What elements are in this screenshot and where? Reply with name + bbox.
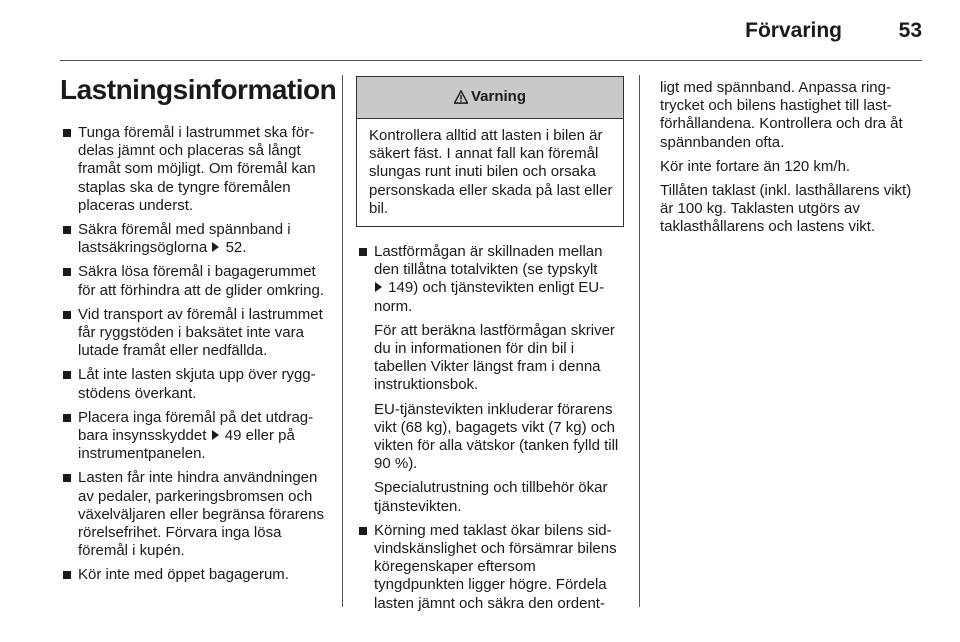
list-item: Körning med taklast ökar bilens sidvindskänslighet och försämrar bilens köregenskaper eftersom tyngdpunkten ligger högre. Fördela lasten jämnt och säkra den ordent- — [356, 522, 624, 613]
loading-instructions-list — [60, 124, 328, 585]
list-item: Placera inga föremål på det utdragbara insynsskyddet 49 eller på instrumentpanelen. — [60, 409, 328, 464]
list-item: Säkra föremål med spännband i lastsäkringsöglorna 52. — [60, 221, 328, 257]
page-reference[interactable]: 52 — [225, 239, 243, 257]
paragraph: Specialutrustning och tillbehör ökar tjänstevikten. — [374, 479, 608, 515]
chapter-title: Förvaring — [745, 19, 842, 42]
page-number: 53 — [898, 19, 922, 42]
column-divider-2 — [639, 75, 640, 607]
paragraph: EU-tjänstevikten inkluderar förarens vikt (68 kg), bagagets vikt (7 kg) och vikten för alla vätskor (tanken fylld till 90 %). — [374, 400, 619, 473]
warning-text: Kontrollera alltid att lasten i bilen är säkert fäst. I annat fall kan föremål slungas runt inuti bilen och orsaka personskada eller skada på last eller bil. — [369, 127, 613, 217]
column-2 — [356, 76, 624, 619]
column-divider-1 — [342, 75, 343, 607]
page-reference-icon — [212, 430, 219, 440]
paragraph: För att beräkna lastförmågan skriver du in informationen för din bil i tabellen Vikter längst fram i denna instruktionsbok. — [374, 321, 615, 394]
page-header — [0, 0, 960, 62]
list-item: Lasten får inte hindra användningen av pedaler, parkeringsbromsen och växelväljaren eller begränsa förarens rörelsefrihet. Förvara inga lösa föremål i kupén. — [60, 469, 328, 560]
paragraph: Tillåten taklast (inkl. lasthållarens vikt) är 100 kg. Taklasten utgörs av taklasthållarens och lastens vikt. — [660, 182, 912, 236]
load-capacity-list — [356, 243, 624, 316]
page-reference[interactable]: 149 — [388, 279, 414, 297]
section-heading: Lastningsinformation — [60, 74, 337, 105]
column-3 — [660, 79, 922, 243]
list-item: Låt inte lasten skjuta upp över ryggstödens överkant. — [60, 366, 328, 402]
page-reference[interactable]: 49 — [224, 427, 242, 445]
warning-header — [357, 77, 623, 119]
header-rule — [60, 60, 922, 61]
list-item: Säkra lösa föremål i bagagerummet för att förhindra att de glider omkring. — [60, 263, 328, 299]
list-item: Lastförmågan är skillnaden mellan den tillåtna totalvikten (se typskylt 149) och tjänstevikten enligt EU-norm. — [356, 243, 624, 316]
warning-title: Varning — [470, 88, 526, 106]
column-1 — [60, 70, 337, 591]
warning-triangle-icon — [454, 90, 468, 104]
list-item: Kör inte med öppet bagagerum. — [60, 566, 328, 584]
paragraph: Kör inte fortare än 120 km/h. — [660, 157, 851, 175]
list-item: Tunga föremål i lastrummet ska fördelas jämnt och placeras så långt framåt som möjligt. Om föremål kan staplas ska de tyngre föremålen placeras underst. — [60, 124, 328, 215]
roof-load-list — [356, 522, 624, 613]
warning-box — [356, 76, 624, 227]
paragraph: ligt med spännband. Anpassa ringtrycket och bilens hastighet till lastförhållandena. Kontrollera och dra åt spännbanden ofta. — [660, 79, 903, 151]
page-reference-icon — [375, 282, 382, 292]
page-reference-icon — [212, 242, 219, 252]
list-item: Vid transport av föremål i lastrummet får ryggstöden i baksätet inte vara lutade framåt eller nedfällda. — [60, 306, 328, 361]
